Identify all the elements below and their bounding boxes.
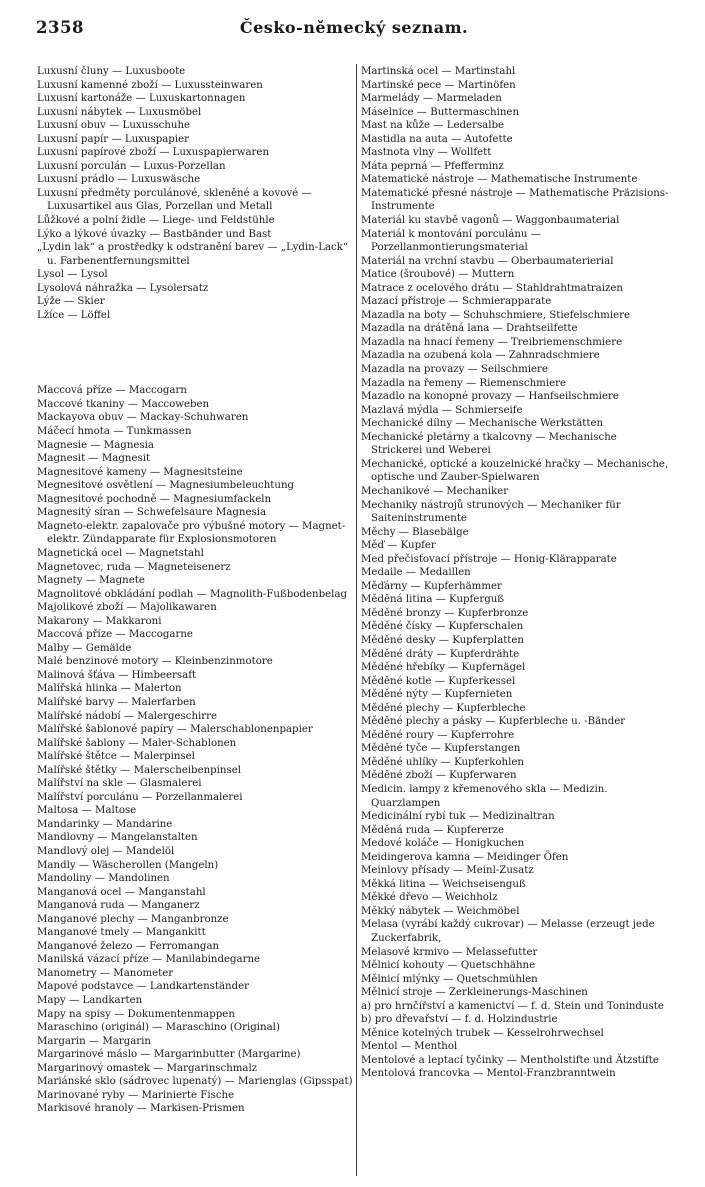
index-entry: Magnesitové kameny — Magnesitsteine (37, 466, 243, 478)
index-entry: Magnety — Magnete (37, 575, 145, 587)
index-entry: Měděné nýty — Kupfernieten (361, 689, 513, 701)
index-entry: Lžíce — Löffel (37, 309, 111, 321)
index-entry: Mastnota vlny — Wollfett (361, 147, 492, 159)
index-entry: „Lydin lak“ a prostředky k odstranění barev — „Lydin-Lack“ u. Farbenentfernungsmittel (37, 242, 349, 267)
index-entry: Melasa (vyrábí každý cukrovar) — Melasse (erzeugt jede Zuckerfabrik, (361, 919, 655, 944)
index-entry: Mazadla na drátěná lana — Drahtseilfette (361, 323, 578, 335)
index-entry: Mechanické pletárny a tkalcovny — Mechanische Strickerei und Weberei (361, 431, 617, 457)
index-entry: a) pro hrnčířství a kamenictví — f. d. Stein und Toninduste (361, 1000, 664, 1012)
index-entry: Mastidla na auta — Autofette (361, 133, 513, 145)
index-entry: Luxusní porculán — Luxus-Porzellan (37, 160, 226, 172)
index-entry: Margarinový omastek — Margarinschmalz (37, 1062, 258, 1074)
index-entry: Marinované ryby — Marinierte Fische (37, 1089, 235, 1101)
index-entry: Luxusní předměty porculánové, skleněné a kovové — Luxusartikel aus Glas, Porzellan und Metall (37, 187, 312, 213)
index-entry: Měděné plechy — Kupferbleche (361, 702, 526, 714)
index-entry: Měděné hřebíky — Kupfernägel (361, 662, 526, 674)
index-entry: Martinské pece — Martinöfen (361, 79, 516, 91)
index-entry: Malířské nádobí — Malergeschirre (37, 710, 218, 722)
index-entry: Manganová ruda — Manganerz (37, 900, 200, 912)
index-entry: Majolikové zboží — Majolikawaren (37, 602, 217, 614)
index-entry: Magnetovec, ruda — Magneteisenerz (37, 561, 231, 573)
index-entry: Lysol — Lysol (37, 269, 108, 281)
index-entry: Maccová příze — Maccogarne (37, 629, 193, 641)
index-entry: Matrace z ocelového drátu — Stahldrahtmatraizen (361, 282, 623, 294)
index-entry: Manganová ocel — Manganstahl (37, 886, 206, 898)
index-entry: Medaile — Medaillen (361, 567, 471, 579)
column-divider (356, 64, 357, 1176)
index-entry: Máčecí hmota — Tunkmassen (37, 426, 192, 438)
index-entry: Mazadla na hnací řemeny — Treibriemenschmiere (361, 336, 623, 348)
page-title: Česko-německý seznam. (239, 18, 469, 37)
page-header (36, 18, 672, 40)
index-entry: Materiál ku stavbě vagonů — Waggonbaumaterial (361, 215, 620, 227)
index-entry: Matematické přesné nástroje — Mathematische Präzisions-Instrumente (361, 187, 669, 213)
index-entry: Mentolová francovka — Mentol-Franzbranntwein (361, 1068, 616, 1080)
index-entry: Lysolová náhražka — Lysolersatz (37, 282, 209, 294)
index-entry: Mechanikové — Mechaniker (361, 485, 509, 497)
index-entry: Magnetická ocel — Magnetstahl (37, 547, 204, 559)
index-entry: Měděné čísky — Kupferschalen (361, 621, 524, 633)
index-entry: Měkké dřevo — Weichholz (361, 892, 498, 904)
index-entry: Malířské štětky — Malerscheibenpinsel (37, 764, 242, 776)
index-entry: Luxusní papírové zboží — Luxuspapierwaren (37, 147, 270, 159)
index-entry: Manganové tmely — Mangankitt (37, 927, 206, 939)
index-entry: Matematické nástroje — Mathematische Instrumente (361, 174, 638, 186)
index-entry: Luxusní obuv — Luxusschuhe (37, 120, 191, 132)
index-entry: Luxusní papír — Luxuspapier (37, 133, 189, 145)
index-entry: Mazadla na ozubená kola — Zahnradschmiere (361, 350, 600, 362)
index-entry: Měchy — Blasebälge (361, 526, 469, 538)
index-entry: Mechaniky nástrojů strunových — Mechaniker für Saiteninstrumente (361, 499, 621, 525)
index-entry: Malířské štětce — Malerpinsel (37, 751, 195, 763)
index-entry: Mandoliny — Mandolinen (37, 873, 170, 885)
right-column (361, 65, 670, 1081)
index-entry: Máta peprná — Pfefferminz (361, 160, 504, 172)
left-column (37, 65, 355, 1116)
index-entry: Lůžkové a polní židle — Liege- und Feldstühle (37, 215, 275, 227)
index-entry: Mazací přístroje — Schmierapparate (361, 296, 552, 308)
left-column-block-m (37, 384, 355, 1116)
index-entry: Marmelády — Marmeladen (361, 93, 502, 105)
index-entry: Mazlavá mýdla — Schmierseife (361, 404, 523, 416)
index-entry: Mast na kůže — Ledersalbe (361, 120, 505, 132)
index-entry: Měkká litina — Weichseisenguß (361, 878, 526, 890)
index-entry: Manganové plechy — Manganbronze (37, 913, 229, 925)
index-entry: Měděné roury — Kupferrohre (361, 729, 515, 741)
index-entry: Měděné tyče — Kupferstangen (361, 743, 521, 755)
index-entry: Měď — Kupfer (361, 540, 436, 552)
index-entry: Materiál na vrchní stavbu — Oberbaumaterierial (361, 255, 614, 267)
index-entry: Měděná litina — Kupferguß (361, 594, 505, 606)
index-entry: Malířství na skle — Glasmalerei (37, 778, 202, 790)
index-entry: Mazadla na provazy — Seilschmiere (361, 364, 548, 376)
index-entry: Margarin — Margarin (37, 1035, 151, 1047)
index-entry: Lýže — Skier (37, 296, 105, 308)
index-entry: Mazadla na boty — Schuhschmiere, Stiefelschmiere (361, 309, 631, 321)
index-entry: Makarony — Makkaroni (37, 615, 162, 627)
index-entry: Manometry — Manometer (37, 967, 174, 979)
index-entry: Malířská hlinka — Malerton (37, 683, 182, 695)
index-entry: Měděné desky — Kupferplatten (361, 634, 524, 646)
left-column-block-l (37, 65, 355, 322)
index-entry: Medicin. lampy z křemenového skla — Medizin. Quarzlampen (361, 783, 608, 809)
index-entry: Maccové tkaniny — Maccoweben (37, 398, 210, 410)
index-entry: Luxusní prádlo — Luxuswäsche (37, 174, 201, 186)
index-entry: Měděné dráty — Kupferdrähte (361, 648, 520, 660)
index-entry: Mělnicí kohouty — Quetschhähne (361, 960, 536, 972)
index-entry: Malířské barvy — Malerfarben (37, 696, 196, 708)
index-entry: Malířské šablonové papíry — Malerschablonenpapier (37, 724, 313, 736)
index-entry: Mechanické, optické a kouzelnické hračky — Mechanische, optische und Zauber-Spielwaren (361, 458, 669, 484)
index-entry: Mělnicí mlýnky — Quetschmühlen (361, 973, 538, 985)
index-entry: Lýko a lýkové úvazky — Bastbänder und Bast (37, 228, 272, 240)
section-gap (37, 322, 355, 384)
index-entry: Luxusní kamenné zboží — Luxussteinwaren (37, 79, 263, 91)
index-entry: Magnesie — Magnesia (37, 439, 154, 451)
index-entry: Medové koláče — Honigkuchen (361, 838, 525, 850)
index-entry: Mandlový olej — Mandelöl (37, 845, 175, 857)
index-entry: Magnolitové obkládání podlah — Magnolith-Fußbodenbelag (37, 588, 347, 600)
index-entry: Mapy na spisy — Dokumentenmappen (37, 1008, 235, 1020)
index-entry: Martinská ocel — Martinstahl (361, 66, 516, 77)
index-entry: Měděné kotle — Kupferkessel (361, 675, 516, 687)
index-entry: Měděné plechy a pásky — Kupferbleche u. -Bänder (361, 716, 626, 728)
index-entry: Luxusní kartonáže — Luxuskartonnagen (37, 93, 246, 105)
right-column-block (361, 65, 670, 1081)
index-entry: Mariánské sklo (sádrovec lupenatý) — Marienglas (Gipsspat) (37, 1076, 353, 1088)
index-entry: Mechanické dílny — Mechanische Werkstätten (361, 418, 604, 430)
index-entry: Megnesitové osvětlení — Magnesiumbeleuchtung (37, 480, 295, 492)
index-entry: Malinová šťáva — Himbeersaft (37, 669, 197, 681)
index-entry: Meinlovy přísady — Meinl-Zusatz (361, 865, 534, 877)
index-entry: Luxusní nábytek — Luxusmöbel (37, 106, 202, 118)
index-entry: b) pro dřevařství — f. d. Holzindustrie (361, 1014, 558, 1026)
index-entry: Mazadlo na konopné provazy — Hanfseilschmiere (361, 391, 619, 403)
index-entry: Měděné bronzy — Kupferbronze (361, 607, 529, 619)
index-entry: Meidingerova kamna — Meidinger Öfen (361, 851, 569, 863)
index-entry: Magnesitové pochodně — Magnesiumfackeln (37, 493, 272, 505)
index-entry: Markisové hranoly — Markisen-Prismen (37, 1103, 245, 1115)
index-entry: Maccová příze — Maccogarn (37, 385, 187, 397)
index-entry: Magnesitý síran — Schwefelsaure Magnesia (37, 507, 267, 519)
index-entry: Manganové železo — Ferromangan (37, 940, 220, 952)
index-entry: Maltosa — Maltose (37, 805, 137, 817)
index-entry: Mandly — Wäscherollen (Mangeln) (37, 859, 219, 871)
index-entry: Mackayova obuv — Mackay-Schuhwaren (37, 412, 249, 424)
index-entry: Máselnice — Buttermaschinen (361, 106, 520, 118)
index-entry: Malířství porculánu — Porzellanmalerei (37, 791, 243, 803)
index-entry: Margarinové máslo — Margarinbutter (Margarine) (37, 1049, 301, 1061)
index-entry: Med přečisťovací přístroje — Honig-Klärapparate (361, 553, 617, 565)
index-entry: Maraschino (originál) — Maraschino (Original) (37, 1022, 280, 1034)
index-entry: Medicinální rybí tuk — Medizinaltran (361, 811, 555, 823)
index-entry: Malé benzinové motory — Kleinbenzinmotore (37, 656, 273, 668)
index-entry: Měděné uhlíky — Kupferkohlen (361, 756, 524, 768)
index-entry: Matice (šroubové) — Muttern (361, 269, 515, 281)
index-entry: Mazadla na řemeny — Riemenschmiere (361, 377, 567, 389)
index-entry: Mapy — Landkarten (37, 995, 143, 1006)
index-entry: Měkký nábytek — Weichmöbel (361, 905, 520, 917)
index-entry: Mandarinky — Mandarine (37, 818, 173, 830)
index-entry: Mentol — Menthol (361, 1041, 458, 1053)
index-entry: Manilská vázací příze — Manilabindegarne (37, 954, 261, 966)
index-entry: Malířské šablony — Maler-Schablonen (37, 737, 237, 749)
index-entry: Mentolové a leptací tyčinky — Mentholstifte und Ätzstifte (361, 1054, 659, 1066)
index-entry: Měďárny — Kupferhämmer (361, 580, 502, 592)
index-entry: Luxusní čluny — Luxusboote (37, 66, 186, 77)
index-entry: Magnesit — Magnesit (37, 453, 151, 465)
index-entry: Materiál k montování porculánu — Porzellanmontierungsmaterial (361, 228, 541, 254)
page-number: 2358 (36, 18, 84, 37)
index-entry: Měnice kotelných trubek — Kesselrohrwechsel (361, 1027, 604, 1039)
index-entry: Měděné zboží — Kupferwaren (361, 770, 517, 782)
index-entry: Mandlovny — Mangelanstalten (37, 832, 198, 844)
index-entry: Mělnicí stroje — Zerkleinerungs-Maschinen (361, 987, 588, 999)
index-entry: Melasové krmivo — Melassefutter (361, 946, 538, 958)
index-entry: Mapové podstavce — Landkartenständer (37, 981, 250, 993)
index-entry: Měděná ruda — Kupfererze (361, 824, 505, 836)
index-entry: Magneto-elektr. zapalovače pro výbušné motory — Magnet-elektr. Zündapparate für Explosionsmotoren (37, 520, 346, 546)
index-entry: Malby — Gemälde (37, 642, 132, 654)
